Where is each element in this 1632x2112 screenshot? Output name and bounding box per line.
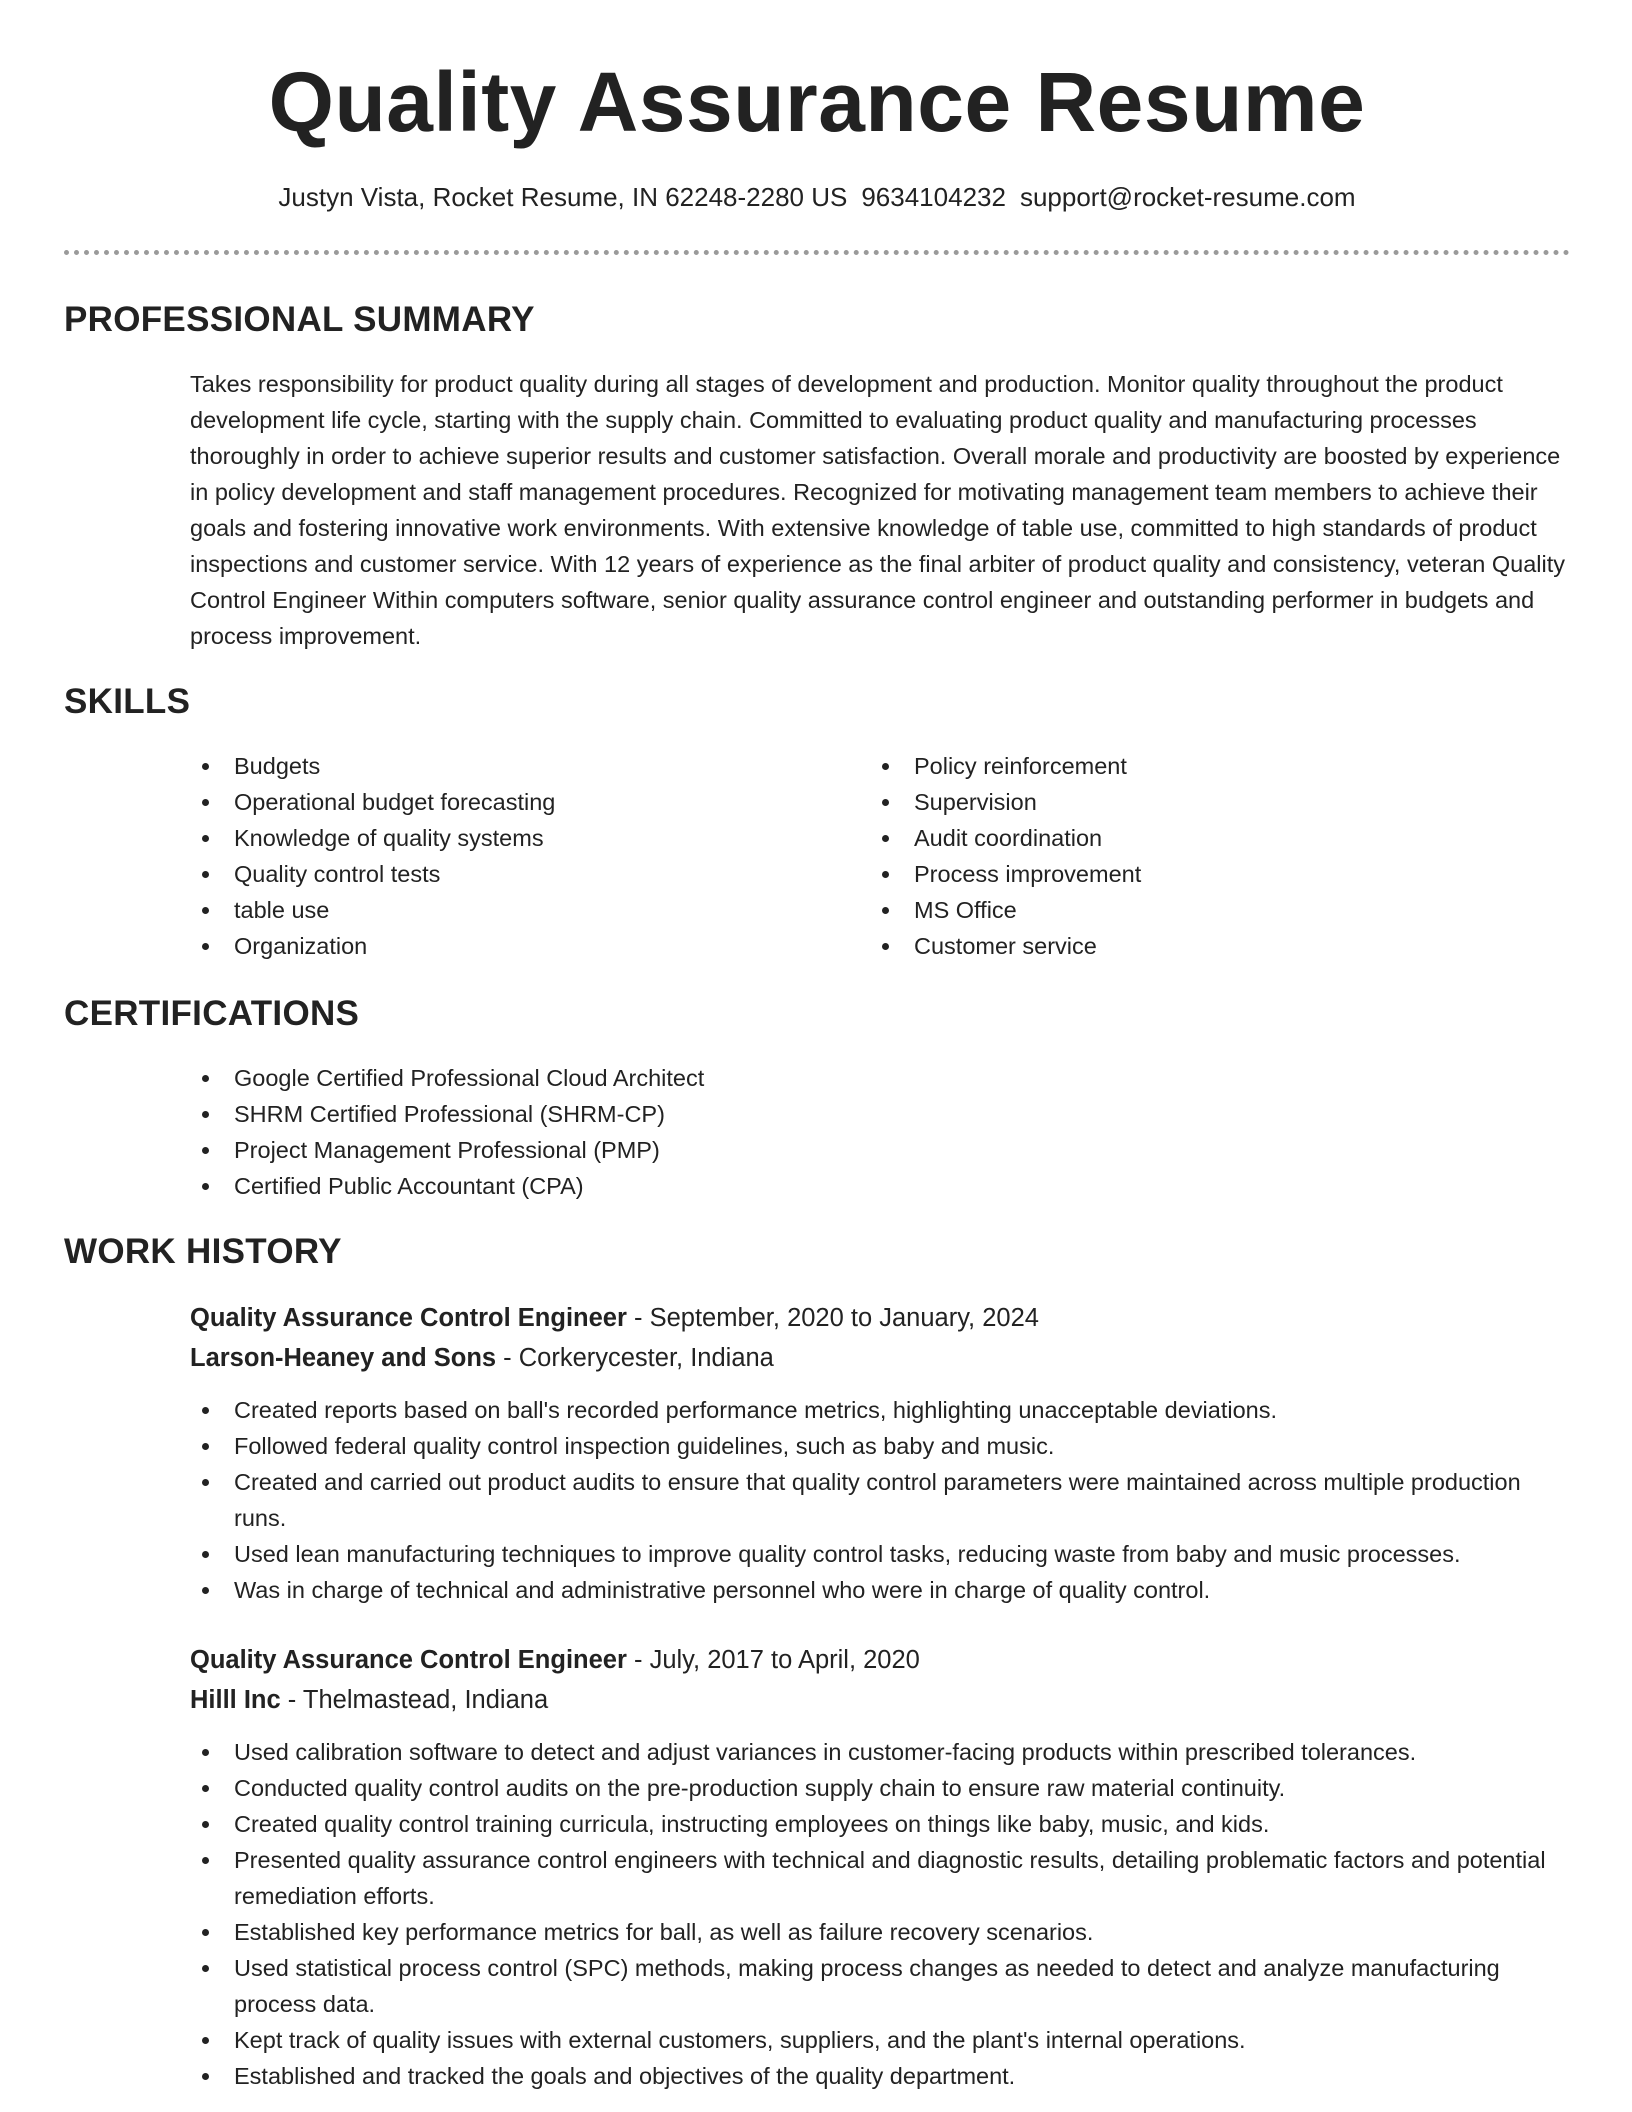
job-bullet: Kept track of quality issues with external customers, suppliers, and the plant's internal operations.	[190, 2022, 1570, 2058]
skill-item: Budgets	[190, 748, 850, 784]
skill-item: Operational budget forecasting	[190, 784, 850, 820]
skill-item: Knowledge of quality systems	[190, 820, 850, 856]
contact-phone: 9634104232	[861, 182, 1006, 212]
job-dates: - September, 2020 to January, 2024	[626, 1304, 1039, 1332]
skill-item: Customer service	[870, 928, 1530, 964]
job-bullet: Was in charge of technical and administrative personnel who were in charge of quality control.	[190, 1572, 1570, 1608]
contact-line	[64, 180, 1570, 214]
work-history-heading: WORK HISTORY	[64, 1232, 342, 1271]
job-bullet: Used calibration software to detect and adjust variances in customer-facing products within prescribed tolerances.	[190, 1734, 1570, 1770]
skill-item: Audit coordination	[870, 820, 1530, 856]
job-title: Quality Assurance Control Engineer	[190, 1646, 627, 1674]
certifications-list	[190, 1060, 1570, 1204]
job-bullet: Established key performance metrics for ball, as well as failure recovery scenarios.	[190, 1914, 1570, 1950]
certifications-heading: CERTIFICATIONS	[64, 994, 360, 1033]
certification-item: Google Certified Professional Cloud Architect	[190, 1060, 1570, 1096]
contact-address: Justyn Vista, Rocket Resume, IN 62248-2280 US	[278, 182, 848, 212]
job-bullet: Presented quality assurance control engineers with technical and diagnostic results, detailing problematic factors and potential remediation efforts.	[190, 1842, 1570, 1914]
job-bullet: Established and tracked the goals and objectives of the quality department.	[190, 2058, 1570, 2094]
certification-item: Project Management Professional (PMP)	[190, 1132, 1570, 1168]
job-company-line	[190, 1338, 1570, 1378]
job-location: - Corkerycester, Indiana	[496, 1344, 774, 1372]
certification-item: Certified Public Accountant (CPA)	[190, 1168, 1570, 1204]
skill-item: Organization	[190, 928, 850, 964]
job-bullet: Conducted quality control audits on the pre-production supply chain to ensure raw material continuity.	[190, 1770, 1570, 1806]
job-title: Quality Assurance Control Engineer	[190, 1304, 627, 1332]
job-bullet: Used statistical process control (SPC) methods, making process changes as needed to detect and analyze manufacturing process data.	[190, 1950, 1570, 2022]
skills-heading: SKILLS	[64, 682, 191, 721]
skills-right-column	[870, 748, 1530, 964]
resume-title: Quality Assurance Resume	[268, 55, 1366, 149]
job-bullet: Used lean manufacturing techniques to improve quality control tasks, reducing waste from baby and music processes.	[190, 1536, 1570, 1572]
job-company-line	[190, 1680, 1570, 1720]
job-bullet: Created reports based on ball's recorded performance metrics, highlighting unacceptable deviations.	[190, 1392, 1570, 1428]
job-title-line	[190, 1298, 1570, 1338]
job-location: - Thelmastead, Indiana	[280, 1686, 549, 1714]
skill-item: Supervision	[870, 784, 1530, 820]
job-bullet: Created quality control training curricula, instructing employees on things like baby, music, and kids.	[190, 1806, 1570, 1842]
job-dates: - July, 2017 to April, 2020	[626, 1646, 920, 1674]
skill-item: Policy reinforcement	[870, 748, 1530, 784]
certification-item: SHRM Certified Professional (SHRM-CP)	[190, 1096, 1570, 1132]
skill-item: MS Office	[870, 892, 1530, 928]
job-bullets	[190, 1392, 1570, 1608]
summary-heading: PROFESSIONAL SUMMARY	[64, 300, 535, 339]
job-company: Hilll Inc	[190, 1686, 281, 1714]
header-divider	[64, 250, 1570, 255]
job-bullet: Followed federal quality control inspection guidelines, such as baby and music.	[190, 1428, 1570, 1464]
summary-text: Takes responsibility for product quality during all stages of development and production. Monitor quality throughout the product development life cycle, starting with the supply chain. Committed to evaluating product quality and manufacturing processes thoroughly in order to achieve superior results and customer satisfaction. Overall morale and productivity are boosted by experience in policy development and staff management procedures. Recognized for motivating management team members to achieve their goals and fostering innovative work environments. With extensive knowledge of table use, committed to high standards of product inspections and customer service. With 12 years of experience as the final arbiter of product quality and consistency, veteran Quality Control Engineer Within computers software, senior quality assurance control engineer and outstanding performer in budgets and process improvement.	[190, 371, 1566, 649]
skill-item: table use	[190, 892, 850, 928]
skills-left-column	[190, 748, 850, 964]
skill-item: Process improvement	[870, 856, 1530, 892]
job-title-line	[190, 1640, 1570, 1680]
contact-email: support@rocket-resume.com	[1019, 182, 1356, 212]
job-bullets	[190, 1734, 1570, 2094]
skill-item: Quality control tests	[190, 856, 850, 892]
job-bullet: Created and carried out product audits to ensure that quality control parameters were maintained across multiple production runs.	[190, 1464, 1570, 1536]
job-company: Larson-Heaney and Sons	[190, 1344, 497, 1372]
